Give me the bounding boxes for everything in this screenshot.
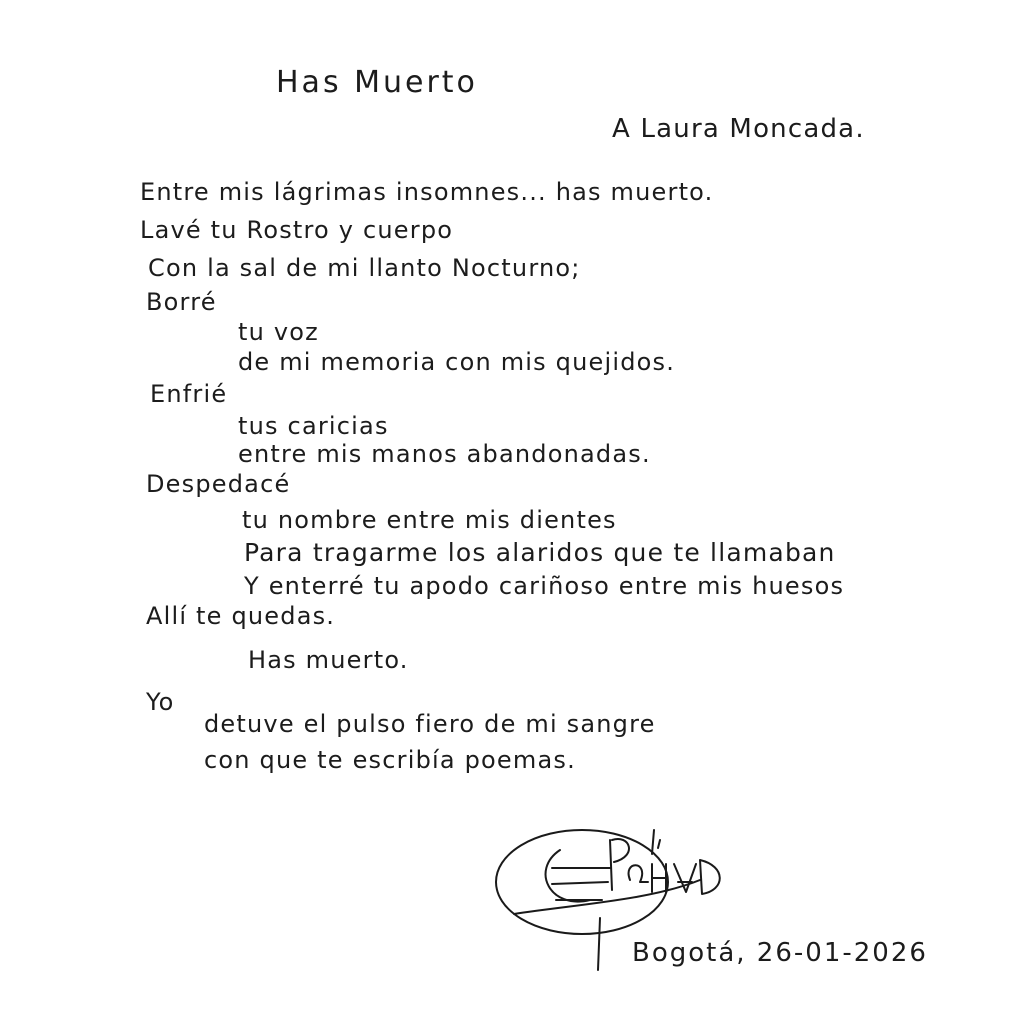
poem-line: de mi memoria con mis quejidos. — [238, 348, 676, 376]
poem-title: Has Muerto — [276, 65, 478, 100]
poem-line: tus caricias — [238, 412, 389, 440]
poem-line: Has muerto. — [248, 646, 409, 674]
place-and-date: Bogotá, 26-01-2026 — [632, 938, 928, 968]
poem-line: Lavé tu Rostro y cuerpo — [140, 216, 454, 244]
poem-line: con que te escribía poemas. — [204, 746, 576, 774]
poem-line: Enfrié — [150, 380, 228, 408]
poem-dedication: A Laura Moncada. — [612, 114, 865, 144]
poem-line: tu nombre entre mis dientes — [242, 506, 617, 534]
poem-line: Despedacé — [146, 470, 291, 498]
poem-line: Borré — [146, 288, 217, 316]
poem-line: Y enterré tu apodo cariñoso entre mis huesos — [244, 572, 845, 600]
poem-line: Con la sal de mi llanto Nocturno; — [148, 254, 581, 282]
poem-line: Allí te quedas. — [146, 602, 336, 630]
poem-line: detuve el pulso fiero de mi sangre — [204, 710, 656, 738]
poem-line: tu voz — [238, 318, 319, 346]
poem-line: Entre mis lágrimas insomnes... has muerto. — [140, 178, 714, 206]
poem-line: Yo — [146, 688, 175, 716]
poem-line: entre mis manos abandonadas. — [238, 440, 651, 468]
poem-line: Para tragarme los alaridos que te llamaban — [244, 538, 836, 567]
